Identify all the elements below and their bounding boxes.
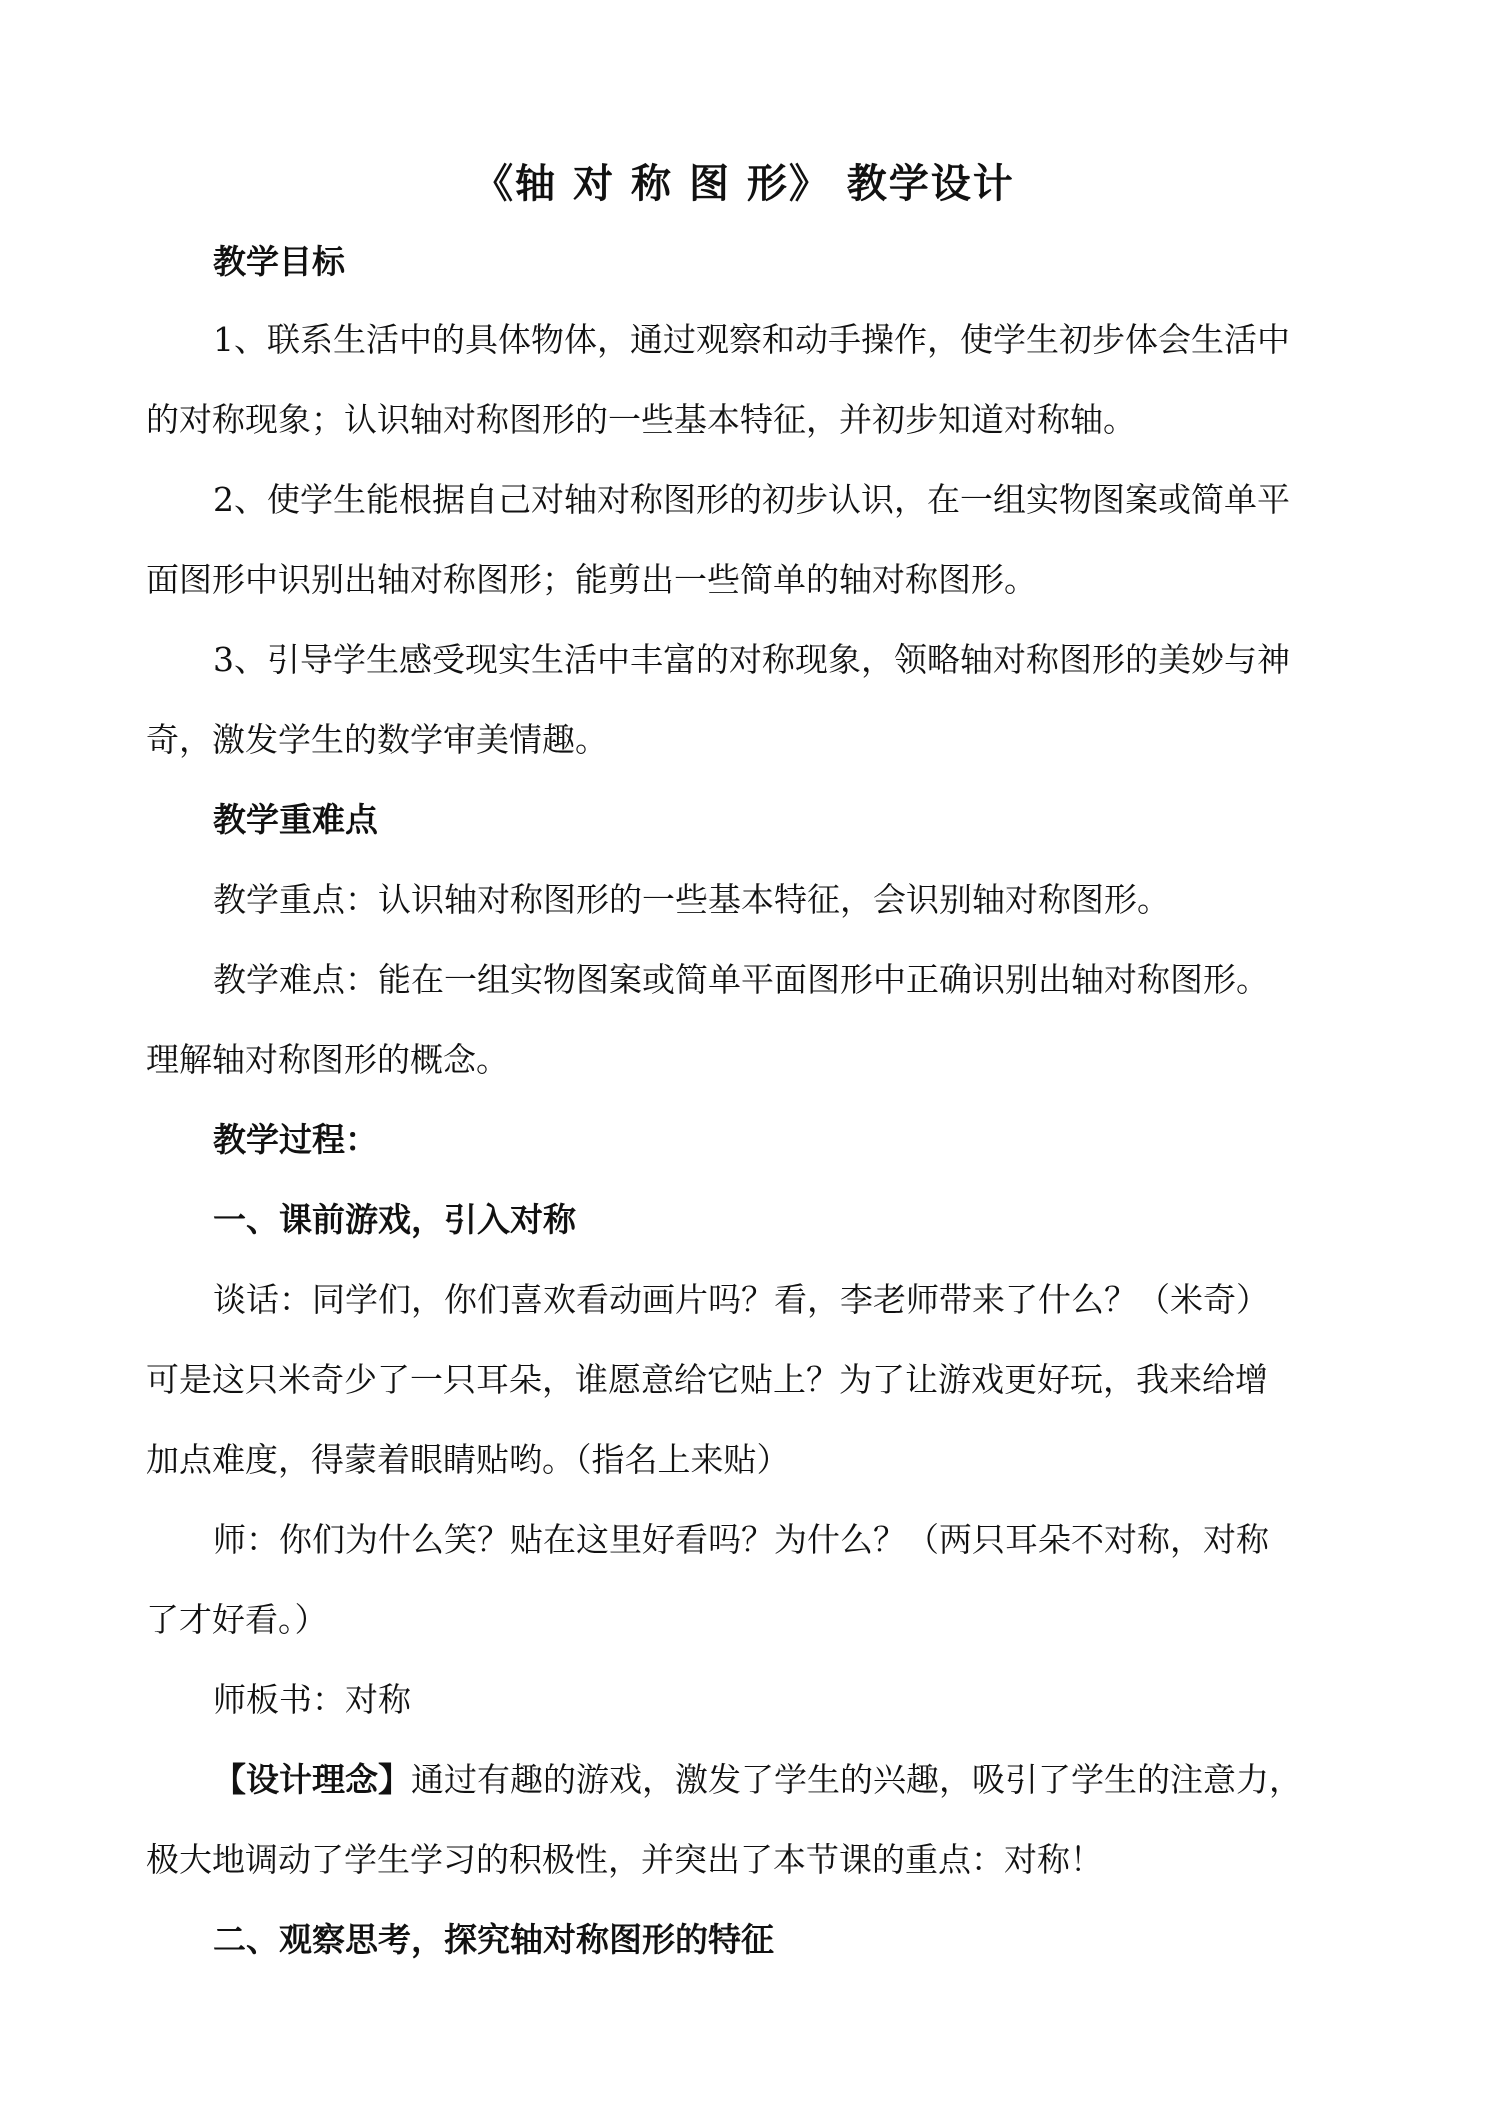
talk-line-2: 可是这只米奇少了一只耳朵，谁愿意给它贴上？为了让游戏更好玩，我来给增 — [146, 1360, 1268, 1399]
objectives-heading: 教学目标 — [213, 242, 345, 281]
document-title: 《轴 对 称 图 形》 教学设计 — [473, 160, 1015, 207]
board-writing: 师板书：对称 — [213, 1680, 411, 1719]
talk-line-1: 谈话：同学们，你们喜欢看动画片吗？看，李老师带来了什么？（米奇） — [213, 1280, 1269, 1319]
process-heading: 教学过程： — [213, 1120, 378, 1159]
objective-1-line-2: 的对称现象；认识轴对称图形的一些基本特征，并初步知道对称轴。 — [146, 400, 1136, 439]
teaching-focus: 教学重点：认识轴对称图形的一些基本特征，会识别轴对称图形。 — [213, 880, 1170, 919]
teaching-difficulty-line-2: 理解轴对称图形的概念。 — [146, 1040, 509, 1079]
key-points-heading: 教学重难点 — [213, 800, 378, 839]
objective-2-line-2: 面图形中识别出轴对称图形；能剪出一些简单的轴对称图形。 — [146, 560, 1037, 599]
design-concept-text: 通过有趣的游戏，激发了学生的兴趣，吸引了学生的注意力， — [411, 1760, 1302, 1799]
talk-line-3: 加点难度，得蒙着眼睛贴哟。（指名上来贴） — [146, 1440, 790, 1479]
design-concept-line-1 — [213, 1756, 1302, 1804]
section-1-heading: 一、课前游戏，引入对称 — [213, 1200, 576, 1239]
design-concept-line-2: 极大地调动了学生学习的积极性，并突出了本节课的重点：对称！ — [146, 1840, 1103, 1879]
objective-2-line-1: 2、使学生能根据自己对轴对称图形的初步认识，在一组实物图案或简单平 — [213, 480, 1290, 519]
objective-3-line-2: 奇，激发学生的数学审美情趣。 — [146, 720, 608, 759]
design-concept-label: 【设计理念】 — [213, 1760, 411, 1799]
objective-3-line-1: 3、引导学生感受现实生活中丰富的对称现象，领略轴对称图形的美妙与神 — [213, 640, 1290, 679]
teacher-line-2: 了才好看。） — [146, 1600, 328, 1639]
teaching-difficulty-line-1: 教学难点：能在一组实物图案或简单平面图形中正确识别出轴对称图形。 — [213, 960, 1269, 999]
objective-1-line-1: 1、联系生活中的具体物体，通过观察和动手操作，使学生初步体会生活中 — [213, 320, 1290, 359]
teacher-line-1: 师：你们为什么笑？贴在这里好看吗？为什么？（两只耳朵不对称，对称 — [213, 1520, 1269, 1559]
section-2-heading: 二、观察思考，探究轴对称图形的特征 — [213, 1920, 774, 1959]
